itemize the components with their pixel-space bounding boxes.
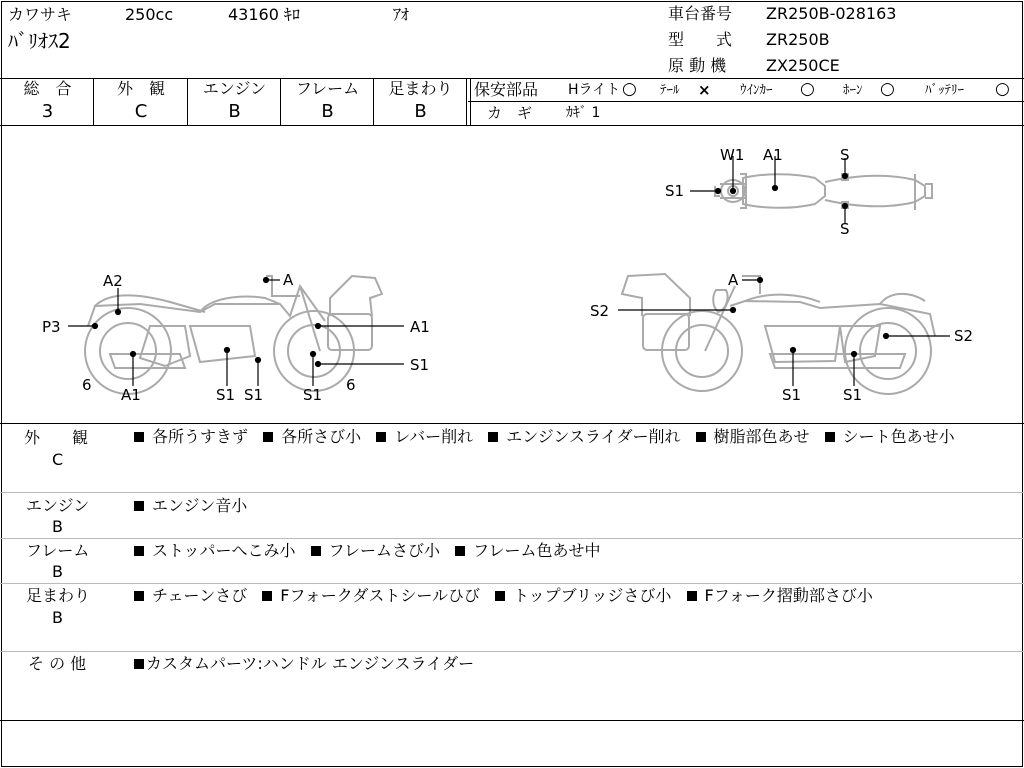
divider — [0, 492, 1024, 493]
maker: カワサキ — [8, 5, 73, 24]
diagram-label: A1 — [121, 386, 141, 404]
divider — [468, 101, 1024, 102]
safety-item-horn: ﾎｰﾝ — [843, 83, 863, 98]
notes-exterior-grade: C — [52, 450, 64, 469]
grade-suspension-label: 足まわり — [388, 79, 453, 98]
safety-mark-horn: ○ — [880, 79, 895, 99]
type-value: ZR250B — [766, 30, 830, 49]
grade-frame-label: フレーム — [295, 79, 360, 98]
divider — [0, 720, 1024, 721]
note-item: トップブリッジさび小 — [513, 586, 672, 605]
chassis-label: 車台番号 — [668, 4, 733, 23]
divider — [0, 651, 1024, 652]
diagram-label: S — [840, 146, 850, 164]
notes-suspension-grade: B — [52, 608, 63, 627]
note-item: Fフォークダストシールひび — [280, 586, 481, 605]
diagram-label: S1 — [410, 356, 430, 374]
grade-exterior-label: 外 観 — [116, 79, 165, 98]
notes-engine-text — [134, 495, 1014, 517]
note-item: 樹脂部色あせ — [713, 427, 810, 446]
safety-item-winker: ｳｲﾝｶｰ — [740, 83, 773, 98]
divider — [373, 78, 374, 125]
diagram-label: A1 — [763, 146, 783, 164]
divider — [187, 78, 188, 125]
mileage: 43160 ｷﾛ — [228, 5, 300, 24]
safety-item-headlight: Hライト — [568, 82, 621, 98]
notes-other-label: そ の 他 — [28, 654, 87, 673]
divider — [93, 78, 94, 125]
note-item: エンジンスライダー削れ — [506, 427, 681, 446]
diagram-label: S1 — [843, 386, 863, 404]
notes-suspension-label: 足まわり — [26, 586, 91, 605]
safety-mark-battery: ○ — [995, 79, 1010, 99]
note-item: 各所さび小 — [281, 427, 362, 446]
note-item: シート色あせ小 — [842, 427, 955, 446]
safety-item-battery: ﾊﾞｯﾃﾘｰ — [925, 83, 964, 98]
safety-item-tail: ﾃｰﾙ — [660, 83, 680, 98]
note-item: フレーム色あせ中 — [473, 541, 601, 560]
diagram-label: S2 — [590, 302, 610, 320]
note-item: エンジン音小 — [152, 496, 248, 515]
type-label: 型 式 — [668, 30, 733, 49]
note-item: カスタムパーツ:ハンドル エンジンスライダー — [146, 654, 475, 673]
notes-suspension-text — [134, 585, 1014, 607]
note-item: ストッパーへこみ小 — [152, 541, 296, 560]
diagram-label: 6 — [82, 376, 92, 394]
grade-total-value: 3 — [41, 101, 54, 122]
diagram-label: S1 — [244, 386, 264, 404]
key-label: カ ギ — [487, 104, 533, 122]
safety-mark-headlight: ○ — [622, 79, 637, 99]
diagram-label: W1 — [720, 146, 745, 164]
notes-frame-text — [134, 540, 1014, 562]
note-item: レバー削れ — [394, 427, 474, 446]
top-view-bike-outline — [715, 174, 932, 210]
diagram-label: S1 — [216, 386, 236, 404]
displacement: 250cc — [125, 5, 174, 24]
notes-engine-label: エンジン — [26, 496, 90, 515]
left-view-bike-outline — [85, 276, 382, 394]
divider — [470, 78, 471, 125]
grade-exterior-value: C — [134, 101, 148, 122]
safety-mark-tail: × — [698, 81, 711, 99]
notes-frame-label: フレーム — [26, 541, 90, 560]
notes-exterior-label: 外 観 — [24, 428, 89, 447]
diagram-label: 6 — [346, 376, 356, 394]
note-item: 各所うすきず — [152, 427, 249, 446]
divider — [466, 78, 467, 125]
notes-other-text — [134, 653, 1014, 675]
damage-diagram — [0, 126, 1024, 423]
notes-exterior-text — [134, 426, 1014, 448]
safety-mark-winker: ○ — [800, 79, 815, 99]
diagram-label: S1 — [665, 182, 685, 200]
engine-value: ZX250CE — [766, 56, 840, 75]
diagram-label: S — [840, 220, 850, 238]
diagram-label: A2 — [103, 272, 123, 290]
diagram-label: A — [283, 271, 294, 289]
divider — [280, 78, 281, 125]
note-item: Fフォーク摺動部さび小 — [704, 586, 873, 605]
diagram-label: A1 — [410, 318, 430, 336]
note-item: フレームさび小 — [328, 541, 440, 560]
diagram-label: A — [728, 271, 739, 289]
key-value: ｶｷﾞ 1 — [566, 105, 601, 121]
notes-engine-grade: B — [52, 517, 63, 536]
grade-frame-value: B — [321, 101, 334, 122]
color: ｱｵ — [393, 5, 410, 24]
grade-total-label: 総 合 — [23, 79, 72, 98]
divider — [0, 538, 1024, 539]
diagram-label: S1 — [303, 386, 323, 404]
model-name: ﾊﾞﾘｵｽ2 — [8, 29, 71, 53]
note-item: チェーンさび — [152, 586, 248, 605]
divider — [0, 423, 1024, 424]
diagram-label: P3 — [42, 318, 61, 336]
grade-suspension-value: B — [414, 101, 427, 122]
grade-engine-value: B — [228, 101, 241, 122]
safety-label: 保安部品 — [474, 80, 539, 99]
chassis-value: ZR250B-028163 — [766, 4, 897, 23]
grade-engine-label: エンジン — [202, 79, 267, 98]
engine-label: 原 動 機 — [668, 56, 727, 75]
diagram-label: S1 — [782, 386, 802, 404]
divider — [0, 583, 1024, 584]
diagram-label: S2 — [954, 327, 974, 345]
notes-frame-grade: B — [52, 562, 63, 581]
